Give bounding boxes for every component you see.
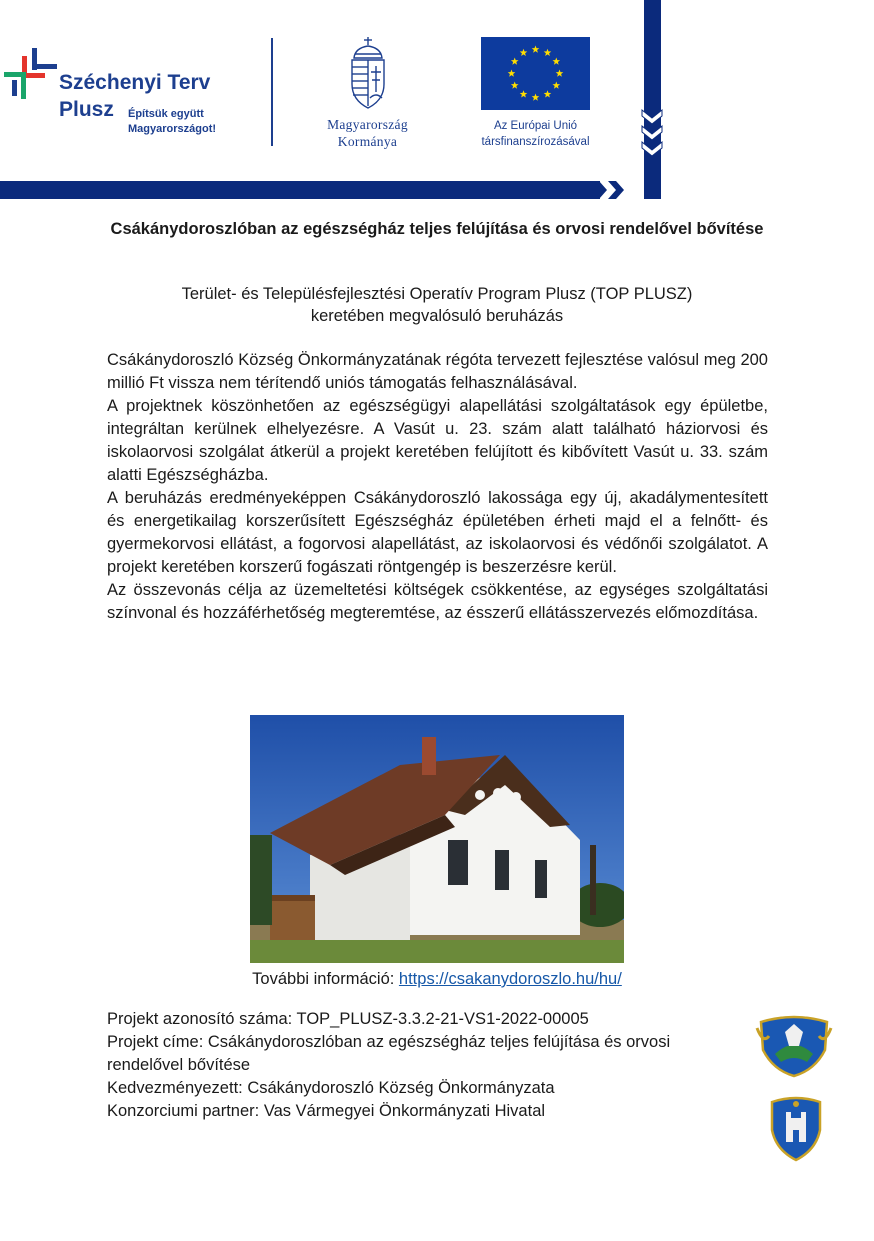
government-line2: Kormánya (337, 134, 398, 149)
banner-right-bar (644, 0, 661, 199)
banner-bottom-bar (0, 181, 600, 199)
hungarian-coat-of-arms-icon (345, 36, 391, 110)
eu-star (520, 90, 528, 97)
chevron-arrows-icon (574, 180, 630, 200)
eu-cofinance-label (458, 118, 613, 150)
eu-star (511, 82, 519, 89)
health-center-photo (250, 715, 624, 963)
szechenyi-slogan-line2: Magyarországot! (128, 123, 217, 135)
header-banner (0, 0, 662, 200)
eu-line2: társfinanszírozásával (481, 136, 590, 148)
project-title: Projekt címe: Csákánydoroszlóban az egészségház teljes felújítása és orvosi rendelővel bővítése (107, 1033, 671, 1074)
chevron-down-arrows-icon (640, 108, 664, 160)
eu-star (532, 46, 540, 53)
eu-star (552, 58, 560, 65)
program-subtitle (100, 283, 774, 327)
eu-star (532, 94, 540, 101)
eu-star (556, 70, 564, 77)
paragraph: Csákánydoroszló Község Önkormányzatának régóta tervezett fejlesztése valósul meg 200 millió Ft vissza nem térítendő uniós támogatás felhasználásával. (107, 351, 768, 392)
szechenyi-plusz: Plusz (59, 98, 114, 121)
eu-star (544, 90, 552, 97)
project-id: Projekt azonosító száma: TOP_PLUSZ-3.3.2-21-VS1-2022-00005 (107, 1010, 589, 1028)
house-illustration (250, 715, 624, 963)
paragraph: A beruházás eredményeképpen Csákánydoroszló lakossága egy új, akadálymentesített és energetikailag korszerűsített Egészségház épületében érheti majd el a felnőtt- és gyermekorvosi ellátást, a fogorvosi alapellátást, az iskolaorvosi és védőnői szolgálatot. A projekt keretében korszerű fogászati röntgengép is beszerzésre kerül. (107, 489, 768, 576)
government-line1: Magyarország (327, 117, 408, 132)
szechenyi-slogan (128, 107, 248, 137)
more-info (100, 968, 774, 990)
subtitle-line2: keretében megvalósuló beruházás (310, 307, 564, 325)
eu-star (544, 49, 552, 56)
szechenyi-title: Széchenyi Terv (59, 71, 211, 94)
paragraph: Az összevonás célja az üzemeltetési költségek csökkentése, az egységes szolgáltatási színvonal és hozzáférhetőség megteremtése, az ésszerű ellátásszervezés előmozdítása. (107, 581, 768, 622)
logo-divider (271, 38, 273, 146)
subtitle-line1: Terület- és Településfejlesztési Operatív Program Plusz (TOP PLUSZ) (181, 285, 693, 303)
eu-star (511, 58, 519, 65)
project-partner: Konzorciumi partner: Vas Vármegyei Önkormányzati Hivatal (107, 1102, 546, 1120)
eu-star (508, 70, 516, 77)
government-label (300, 116, 435, 150)
eu-line1: Az Európai Unió (493, 120, 578, 132)
more-info-link[interactable]: https://csakanydoroszlo.hu/hu/ (398, 970, 622, 988)
eu-star (552, 82, 560, 89)
page-title: Csákánydoroszlóban az egészségház teljes felújítása és orvosi rendelővel bővítése (110, 220, 764, 238)
article-body (107, 349, 768, 625)
village-coat-of-arms-icon (755, 1014, 833, 1078)
county-coat-of-arms-icon (768, 1096, 824, 1162)
more-info-label: További információ: (252, 970, 399, 988)
eu-stars-icon (481, 37, 590, 110)
szechenyi-slogan-line1: Építsük együtt (128, 108, 204, 120)
project-details (107, 1008, 747, 1123)
paragraph: A projektnek köszönhetően az egészségügyi alapellátási szolgáltatások egy épületbe, integráltan kerülnek elhelyezésre. A Vasút u. 23. szám alatt található háziorvosi és iskolaorvosi szolgálat átkerül a projekt keretében felújított és kibővített Vasút u. 33. szám alatti Egészségházba. (107, 397, 768, 484)
szechenyi-cross-logo-icon (4, 46, 58, 102)
project-beneficiary: Kedvezményezett: Csákánydoroszló Község Önkormányzata (107, 1079, 555, 1097)
eu-star (520, 49, 528, 56)
eu-flag (481, 37, 590, 110)
